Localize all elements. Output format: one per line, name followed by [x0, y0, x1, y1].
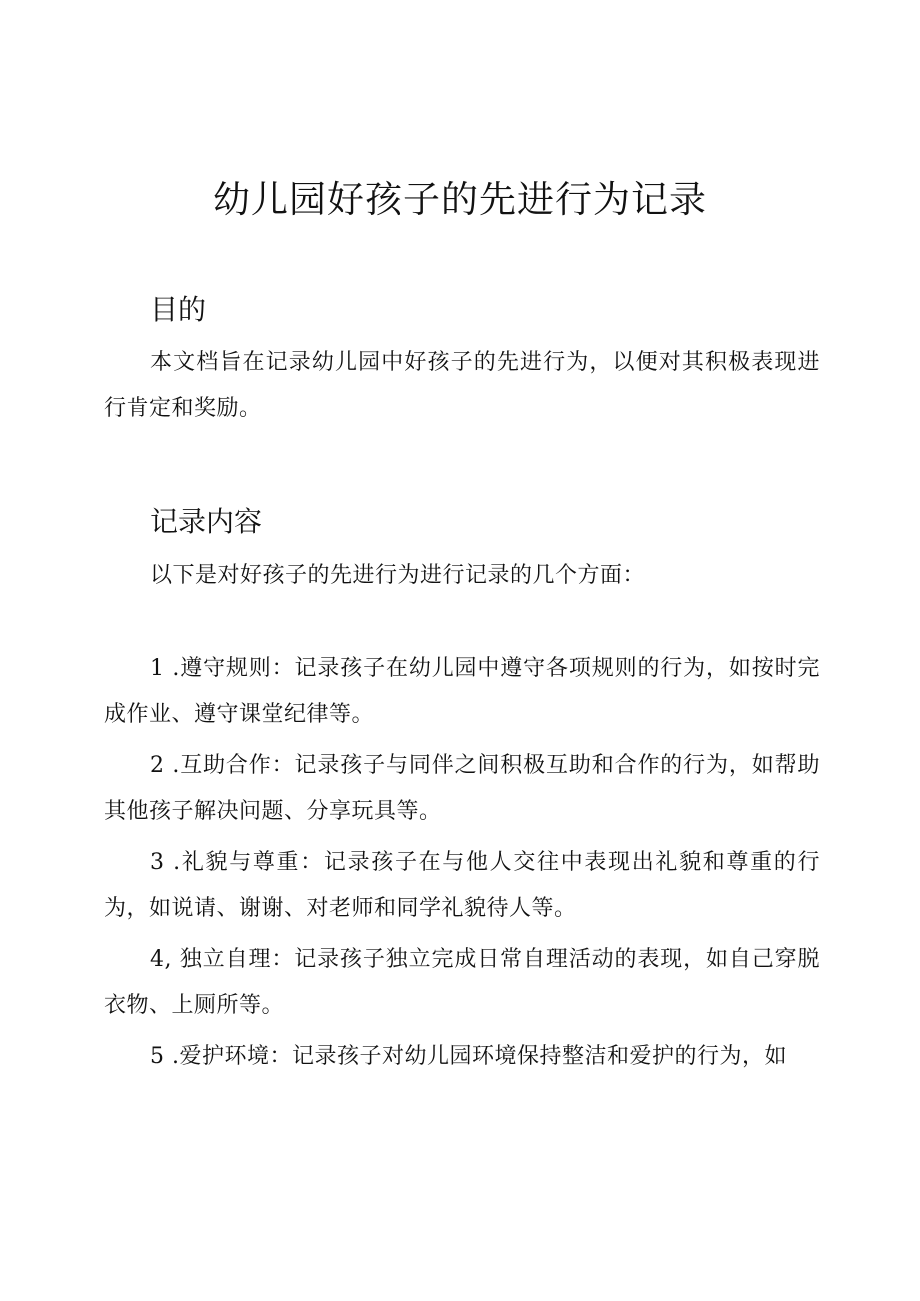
list-item-cooperation: 2 .互助合作：记录孩子与同伴之间积极互助和合作的行为，如帮助其他孩子解决问题、分享玩具等。: [104, 753, 820, 824]
list-item-politeness: 3 .礼貌与尊重：记录孩子在与他人交往中表现出礼貌和尊重的行为，如说请、谢谢、对老师和同学礼貌待人等。: [104, 850, 820, 921]
list-item-environment: 5 .爱护环境：记录孩子对幼儿园环境保持整洁和爱护的行为，如: [150, 1044, 787, 1069]
section-heading-purpose: 目的: [150, 293, 207, 326]
section-heading-content: 记录内容: [150, 505, 263, 538]
list-item-self-care: 4, 独立自理：记录孩子独立完成日常自理活动的表现，如自己穿脱衣物、上厕所等。: [104, 947, 820, 1018]
content-intro-paragraph: 以下是对好孩子的先进行为进行记录的几个方面：: [150, 563, 646, 588]
page-title: 幼儿园好孩子的先进行为记录: [213, 178, 707, 221]
list-item-rules: 1 .遵守规则：记录孩子在幼儿园中遵守各项规则的行为，如按时完成作业、遵守课堂纪律等。: [104, 656, 820, 727]
purpose-paragraph: 本文档旨在记录幼儿园中好孩子的先进行为，以便对其积极表现进行肯定和奖励。: [104, 350, 820, 421]
